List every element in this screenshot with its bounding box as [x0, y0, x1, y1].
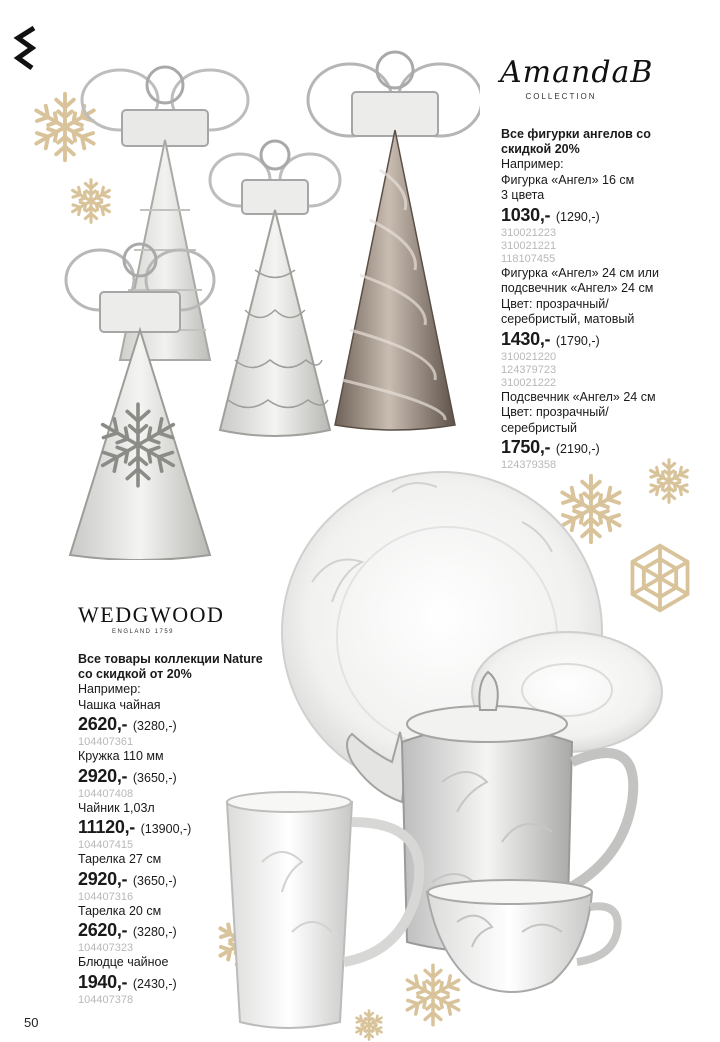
price: 11120,- [78, 817, 135, 837]
product-code: 104407316 [78, 890, 134, 903]
product-code: 118107455 [501, 252, 556, 265]
catalog-logo-icon [12, 24, 38, 70]
brand-subtitle: ENGLAND 1759 [111, 629, 175, 635]
product-desc: серебристый [501, 420, 578, 435]
old-price: (3650,-) [132, 770, 177, 785]
product-code: 124379723 [501, 363, 557, 376]
product-item [501, 390, 711, 473]
wedgwood-logo [78, 602, 225, 635]
product-desc: Фигурка «Ангел» 16 см [501, 172, 635, 187]
price-row [78, 920, 298, 942]
product-code: 310021223 [501, 226, 557, 239]
headline-line: со скидкой от 20% [78, 667, 192, 681]
product-desc: 3 цвета [501, 188, 545, 202]
product-item [78, 955, 298, 1007]
price: 2620,- [78, 920, 128, 940]
intro-text: Например: [501, 157, 564, 171]
price: 2920,- [78, 765, 128, 786]
product-code: 310021222 [501, 376, 557, 389]
old-price: (1790,-) [555, 333, 600, 348]
product-desc: Тарелка 27 см [78, 852, 162, 866]
old-price: (3280,-) [132, 925, 177, 939]
product-code: 104407323 [78, 942, 134, 954]
product-code: 310021221 [501, 239, 557, 252]
old-price: (3650,-) [132, 873, 177, 888]
headline-line: скидкой 20% [501, 142, 580, 156]
old-price: (3280,-) [132, 719, 177, 733]
price-row [78, 766, 298, 788]
price-row [78, 817, 298, 839]
product-code: 310021220 [501, 350, 557, 363]
amanda-offer-block [501, 127, 711, 472]
product-desc: Фигурка «Ангел» 24 см или [501, 265, 659, 280]
product-desc: Чашка чайная [78, 697, 161, 712]
price-row [78, 869, 298, 891]
product-desc: Чайник 1,03л [78, 800, 155, 815]
old-price: (2430,-) [132, 976, 177, 991]
product-desc: Тарелка 20 см [78, 903, 162, 918]
brand-name: AmandaB [500, 55, 654, 90]
price: 2620,- [78, 714, 128, 734]
intro-text: Например: [78, 682, 141, 696]
product-item [501, 266, 711, 390]
price-row [501, 329, 711, 351]
product-desc: Кружка 110 мм [78, 749, 164, 763]
product-code: 104407408 [78, 787, 134, 800]
price: 1750,- [501, 437, 551, 457]
product-desc: Цвет: прозрачный/ [501, 296, 609, 311]
product-desc: Подсвечник «Ангел» 24 см [501, 389, 656, 404]
offer-headline [501, 127, 711, 157]
page-number: 50 [24, 1015, 39, 1030]
product-item [78, 801, 298, 853]
product-desc: подсвечник «Ангел» 24 см [501, 281, 654, 295]
price-row [78, 972, 298, 994]
product-item [78, 904, 298, 956]
price: 2920,- [78, 868, 128, 889]
product-item [78, 852, 298, 904]
product-desc: Блюдце чайное [78, 955, 169, 969]
price: 1940,- [78, 971, 128, 992]
price-row [78, 714, 298, 736]
product-code: 124379358 [501, 459, 557, 471]
price: 1030,- [501, 204, 551, 225]
product-code: 104407361 [78, 736, 134, 748]
headline-line: Все фигурки ангелов со [501, 127, 651, 141]
old-price: (2190,-) [555, 442, 600, 456]
brand-name: WEDGWOOD [78, 602, 225, 627]
offer-headline [78, 652, 298, 682]
amanda-collection-logo [500, 55, 654, 101]
old-price: (13900,-) [140, 822, 192, 836]
price: 1430,- [501, 328, 551, 349]
product-code: 104407378 [78, 993, 134, 1006]
product-item [78, 749, 298, 801]
product-code: 104407415 [78, 839, 134, 851]
brand-subtitle: COLLECTION [525, 92, 597, 101]
product-desc: Цвет: прозрачный/ [501, 405, 609, 419]
old-price: (1290,-) [555, 209, 600, 224]
product-desc: серебристый, матовый [501, 312, 635, 326]
product-item [78, 698, 298, 750]
headline-line: Все товары коллекции Nature [78, 652, 263, 666]
price-row [501, 437, 711, 459]
price-row [501, 205, 711, 227]
wedgwood-offer-block [78, 652, 298, 1007]
product-item [501, 173, 711, 266]
